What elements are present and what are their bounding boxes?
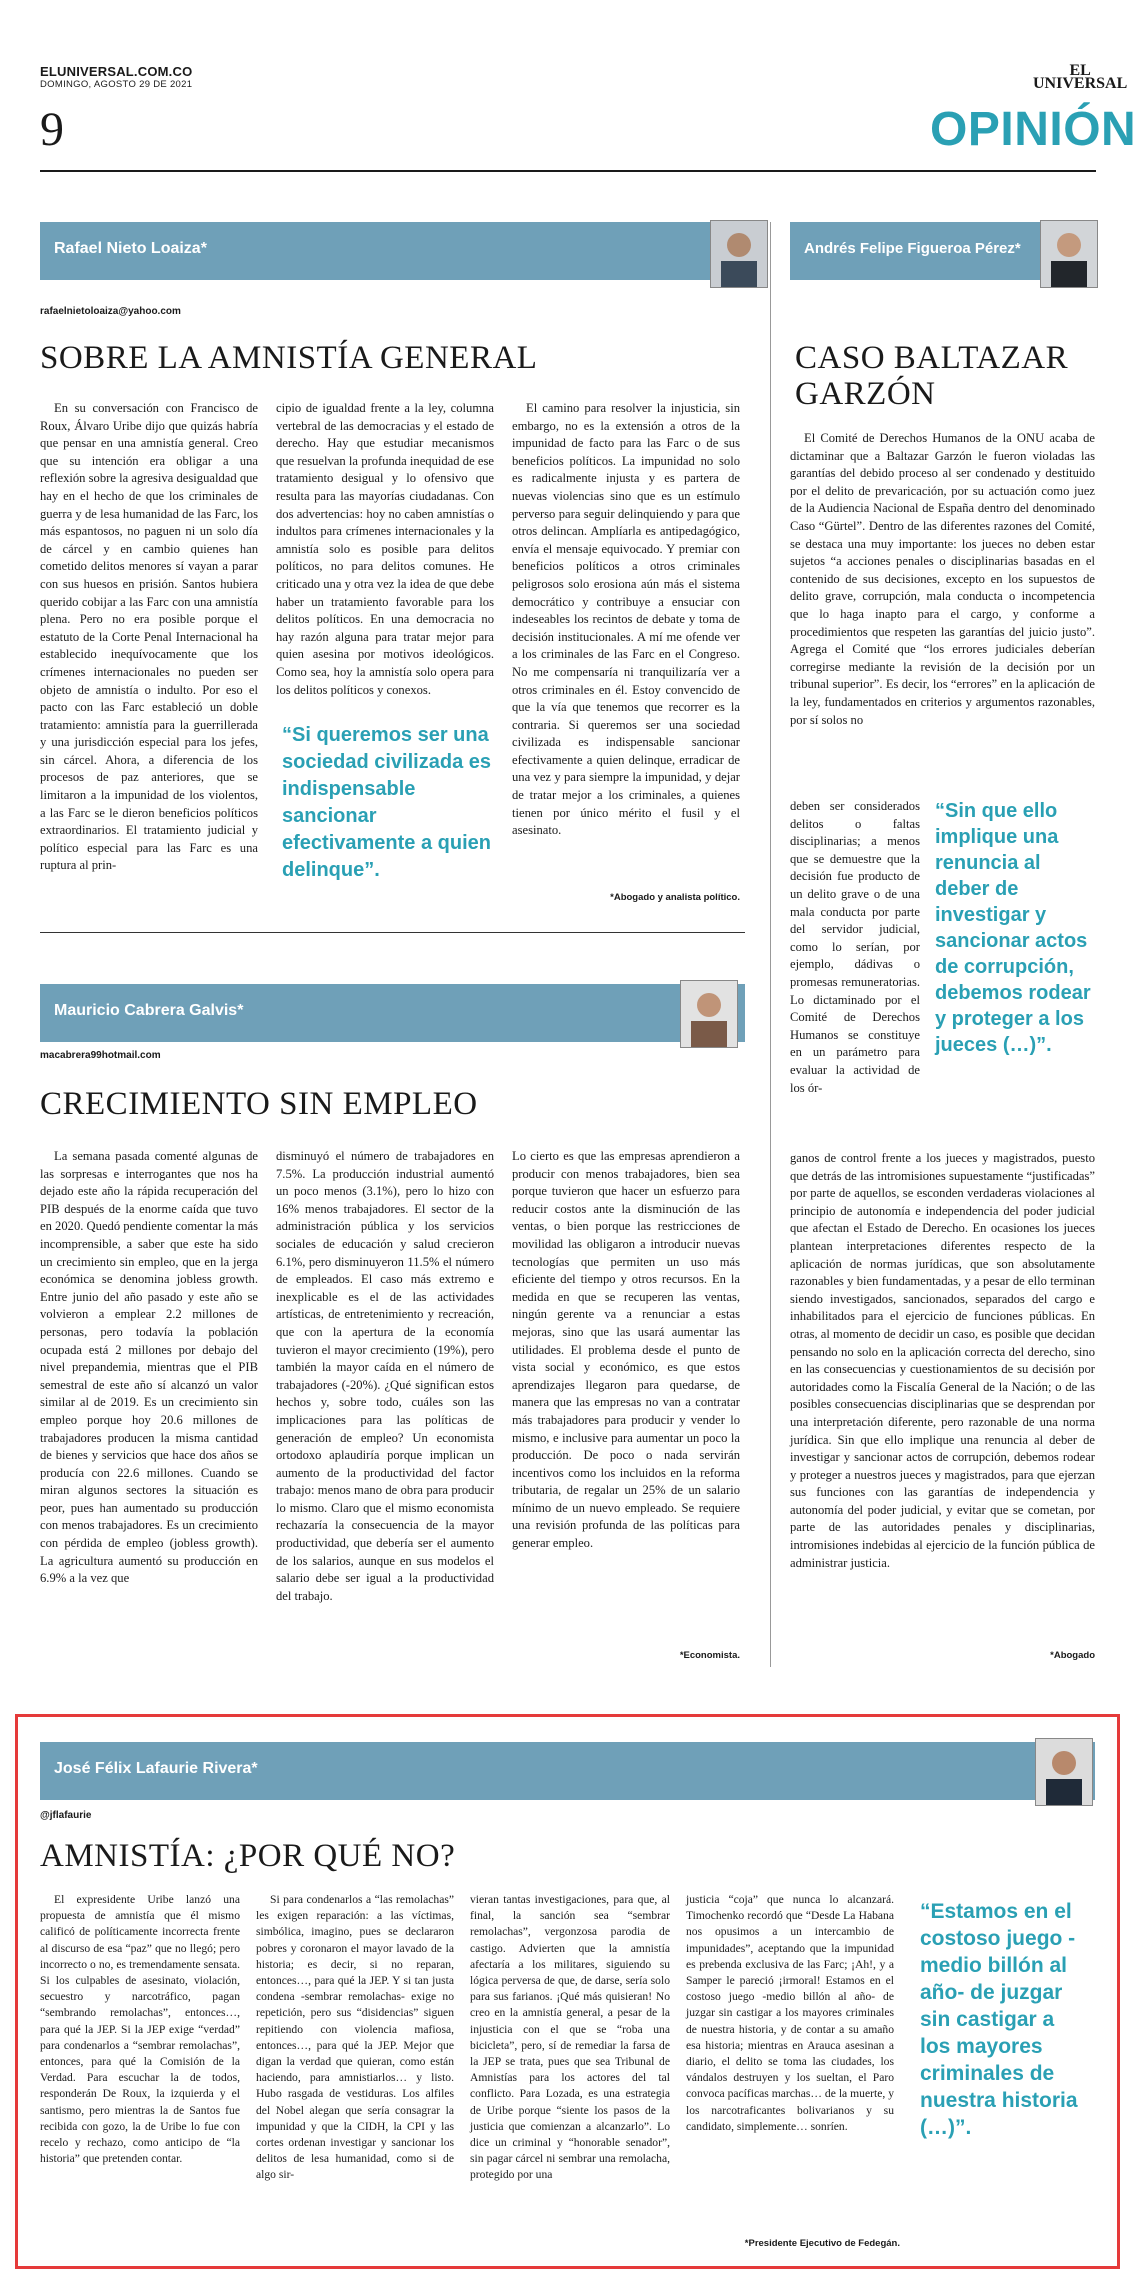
author-name: Mauricio Cabrera Galvis* [54,1002,244,1019]
author-photo-nieto [710,220,768,288]
publication-date: DOMINGO, AGOSTO 29 DE 2021 [40,79,193,90]
headline-crecimiento: CRECIMIENTO SIN EMPLEO [40,1086,478,1122]
author-note: *Abogado [1050,1650,1095,1661]
article-column [40,400,258,875]
author-email: rafaelnietoloaiza@yahoo.com [40,306,181,317]
column-text: cipio de igualdad frente a la ley, columna vertebral de las democracias y el estado de derecho. Hay que estudiar mecanismos que resuelvan la profunda inequidad de ese tratamiento desigual y lo ofensivo que resulta para las mayorías ciudadanas. Con dos advertencias: hoy no caben amnistías o indultos para crímenes internacionales y la amnistía solo es posible para delitos políticos, no para delitos comunes. He criticado una y otra vez la idea de que debe haber un tratamiento favorable para los delitos políticos. En una democracia no hay razón alguna para tratar mejor para quien asesina por motivos ideológicos. Como sea, hoy la amnistía solo opera para los delitos políticos y conexos. [276,401,494,697]
column-text: La semana pasada comenté algunas de las sorpresas e interrogantes que nos ha dejado este año la rápida recuperación del PIB después de la enorme caída que tuvo en 2020. Quedó pendiente comentar la más incomprensible, a saber que este ha sido un crecimiento sin empleo, que en la jerga económica se denomina jobless growth. Entre junio del año pasado y este año se volvieron a emplear 2.2 millones de personas, pero todavía la población ocupada está 2 millones por debajo del nivel prepandemia, mientras que el PIB semestral de este año sí alcanzó un valor similar al de 2019. Es un crecimiento sin empleo porque hoy 20.6 millones de trabajadores producen la misma cantidad de bienes y servicios que hace dos años se producía con 22.6 millones. Cuando se miran algunos sectores la situación es peor, pues han aumentado su producción con menos trabajadores. Es un crecimiento con pérdida de empleo (jobless growth). La agricultura aumentó su producción en 6.9% a la vez que [40,1149,258,1586]
page-number: 9 [40,103,64,156]
pull-quote: “Estamos en el costoso juego -medio billón al año- de juzgar sin castigar a los mayores criminales de nuestra historia (…)”. [920,1900,1078,2139]
author-photo-lafaurie [1035,1738,1093,1806]
column-text: disminuyó el número de trabajadores en 7.5%. La producción industrial aumentó un poco menos (3.1%), pero lo hizo con 16% menos trabajadores. El sector de la administración pública y los servicios sociales de educación y salud crecieron 6.1%, pero disminuyeron 11.5% el número de empleados. El caso más extremo e inexplicable es el de las actividades artísticas, de entretenimiento y recreación, que con la apertura de la economía tuvieron el mayor crecimiento (19%), pero también la mayor caída en el número de trabajadores (-20%). ¿Qué significan estos hechos y, sobre todo, cuáles son las implicaciones para las políticas de generación de empleo? Un economista ortodoxo aplaudiría porque implican un aumento de la productividad del factor trabajo: menos mano de obra para producir lo mismo. Claro que el mismo economista rechazaría la consecuencia de la mayor productividad, que debería ser el aumento de los salarios, aunque en sus modelos el salario debe ser igual a la productividad del trabajo. [276,1149,494,1603]
author-name: Andrés Felipe Figueroa Pérez* [804,240,1021,257]
author-photo-cabrera [680,980,738,1048]
brand-logo-top: EL [1069,62,1091,79]
article-column [470,1892,670,2184]
article-column [686,1892,894,2135]
author-email: macabrera99hotmail.com [40,1050,161,1061]
author-name: José Félix Lafaurie Rivera* [54,1760,258,1777]
author-note: *Abogado y analista político. [610,892,740,903]
author-band-nieto [40,222,745,280]
headline-amnistia-por-que-no: AMNISTÍA: ¿POR QUÉ NO? [40,1838,456,1874]
column-text: ganos de control frente a los jueces y magistrados, puesto que detrás de las intromisiones supuestamente “justificadas” por parte de aquellos, se esconden verdaderas violaciones al principio de autonomía e independencia del poder judicial que afectan el Estado de Derecho. En ocasiones los jueces plantean interpretaciones diferentes respecto de la aplicación de normas jurídicas, que son absolutamente razonables y bien fundamentadas, y a pesar de ello terminan siendo investigados, sancionados, separados del cargo e inhabilitados para el ejercicio de funciones públicas. En otras, al momento de decidir un caso, es posible que decidan pensando no solo en la aplicación correcta del derecho, sino en las consecuencias y cuestionamientos de su decisión por autoridades como la Fiscalía General de la Nación; o de las posibles consecuencias disciplinarias que se desprendan por una interpretación diferente, pero razonable de una norma jurídica. Sin que ello implique una renuncia al deber de investigar y sancionar actos de corrupción, debemos rodear y proteger a nuestros jueces y magistrados, para que ejerzan sus funciones con las garantías de independencia y autonomía del poder judicial, y evitar que se cometan, por parte de las autoridades penales y disciplinarias, intromisiones indebidas al ejercicio de la función pública de administrar justicia. [790,1151,1095,1570]
column-text: Lo cierto es que las empresas aprendieron a producir con menos trabajadores, bien sea porque tuvieron que hacer un esfuerzo para reducir costos ante la disminución de las ventas, o bien porque las restricciones de movilidad las obligaron a introducir nuevas tecnologías que permiten un uso más eficiente del tiempo y otros recursos. En la medida en que se recuperen las ventas, ningún gerente va a renunciar a estas mejoras, sino que las usará aumentar las utilidades. El problema desde el punto de vista social y económico, es que estos aprendizajes llegaron para quedarse, de manera que las empresas no van a contratar más trabajadores para producir y vender lo mismo, e inclusive para aumentar un poco la producción. De poco o nada servirán incentivos como los incluidos en la reforma tributaria, de regalar un 25% de un salario mínimo de un nuevo empleado. Se requiere una revisión profunda de las políticas para generar empleo. [512,1149,740,1551]
article-column [790,430,1095,729]
brand-logo [1033,64,1127,90]
article-column [512,1148,740,1553]
site-name: ELUNIVERSAL.COM.CO [40,64,193,79]
column-text: vieran tantas investigaciones, para que, al final, la sanción sea “sembrar remolachas”, vergonzosa parodia de castigo. Advierten que la amnistía afectaría a los militares, siguiendo su lógica perversa de que, de darse, sería solo para sus farianos. ¡Qué más quisieran! No creo en la amnistía general, a pesar de la injusticia con el que se “roba una bicicleta”, pero, sí de remediar la farsa de la JEP se trata, pues que sea Tribunal de Amnistías para los actores del tal conflicto. Para Lozada, es una estrategia de Uribe porque “siente los pasos de la justicia que comienzan a alcanzarlo”. Lo dice un criminal y “honorable senador”, sin pagar cárcel ni sembrar una remolacha, protegido por una [470,1893,670,2182]
article-column [512,400,740,840]
pull-quote: “Sin que ello implique una renuncia al deber de investigar y sancionar actos de corrupción, debemos rodear y proteger a los jueces (…)”. [935,800,1091,1056]
brand-logo-bottom: UNIVERSAL [1033,75,1128,92]
author-name: Rafael Nieto Loaiza* [54,240,207,257]
article-divider [40,932,745,933]
column-text: En su conversación con Francisco de Roux, Álvaro Uribe dijo que quizás habría que pensar en una amnistía general. Creo que su intención era obligar a una reflexión sobre la agresiva desigualdad que hay en el hecho de que los criminales de guerra y de lesa humanidad de las Farc, los más espantosos, no paguen ni un solo día de cárcel y en cambio quienes han cometido delitos menores sí vayan a parar con sus huesos en prisión. Santos hubiera querido cobijar a las Farc con una amnistía plena. Pero no era posible porque el estatuto de la Corte Penal Internacional ha establecido inequívocamente que los crímenes internacionales no pueden ser objeto de amnistía o indulto. Por eso el pacto con las Farc estableció un doble tratamiento: amnistía para la guerrillerada y una jurisdicción especial para los jefes, sin cárcel. Ahora, a diferencia de los procesos de paz anteriores, que se limitaron a la impunidad de los violentos, a las Farc se le dieron beneficios políticos extraordinarios. El tratamiento judicial y político especial para las Farc es una ruptura al prin- [40,401,258,873]
author-note: *Economista. [679,1650,740,1661]
column-text: El expresidente Uribe lanzó una propuesta de amnistía que él mismo calificó de políticamente incorrecta frente al discurso de esa “paz” que no llegó; pero incorrecto o no, es tremendamente sensata. Si los culpables de asesinato, violación, secuestro y narcotráfico, pagan “sembrando remolachas”, entonces…, para qué la JEP. Si la JEP exige “verdad” para condenarlos a “sembrar remolachas”, entonces, para qué la Comisión de la Verdad. Para escuchar la de todos, responderán De Roux, la izquierda y el santismo, pero mientras la de Santos fue recibida con gozo, la de Uribe lo fue con recelo y rechazo, como anticipo de “la historia” que pretenden contar. [40,1893,240,2166]
column-text: deben ser considerados delitos o faltas disciplinarias; a menos que se demuestre que la decisión fue producto de un delito grave o de una mala conducta por parte del servidor judicial, como lo serían, por ejemplo, dádivas o promesas remuneratorias. Lo dictaminado por el Comité de Derechos Humanos se constituye en un parámetro para evaluar la actividad de los ór- [790,799,920,1095]
pull-quote: “Si queremos ser una sociedad civilizada es indispensable sancionar efectivamente a quien delinque”. [282,724,491,881]
headline-amnistia-general: SOBRE LA AMNISTÍA GENERAL [40,340,538,376]
author-photo-figueroa [1040,220,1098,288]
article-column [276,400,494,699]
article-column [40,1148,258,1588]
column-text: El camino para resolver la injusticia, sin embargo, no es la extensión a otros de la impunidad de facto para las Farc o de sus beneficios políticos. La impunidad no solo es radicalmente injusta y es partera de nuevas violencias sino que es un estímulo perverso para seguir delinquiendo y para que otros delincan. Amplíarla es antipedagógico, envía el mensaje equivocado. Y premiar con beneficios políticos a otros criminales peligrosos solo erosiona aún más el sistema democrático y contribuye a ensuciar con indeseables los recintos de debate y toma de decisión institucionales. A mí me ofende ver a los criminales de las Farc en el Congreso. No me compensaría ni tranquilizaría ver a otros criminales en él. Estoy convencido de que la vía que tenemos que recorrer es la contraria. Si queremos ser una sociedad civilizada es indispensable sancionar efectivamente a quien delinque, erradicar de una vez y para siempre la impunidad, y dejar de tratar mejor a los criminales, a quienes tienen por único mérito el fusil y el asesinato. [512,401,740,838]
author-handle: @jflafaurie [40,1810,92,1821]
article-column [256,1892,454,2184]
author-note: *Presidente Ejecutivo de Fedegán. [744,2238,900,2249]
masthead-rule [40,170,1096,172]
column-divider [770,222,771,1667]
column-text: El Comité de Derechos Humanos de la ONU acaba de dictaminar que a Baltazar Garzón le fueron violadas las garantías del debido proceso al ser condenado y destituido por el delito de prevaricación, por su actuación como juez de la Audiencia Nacional de España dentro del denominado Caso “Gürtel”. Dentro de las diferentes razones del Comité, se destaca una muy importante: los jueces no deben estar sujetos “a acciones penales o disciplinarias basadas en el contenido de sus decisiones, excepto en los supuestos de delito grave, corrupción, mala conducta o incompetencia que lo haga inapto para el cargo, y conforme a procedimientos que respeten las garantías del juicio justo”. Agrega el Comité que “los errores judiciales deberían corregirse mediante la revisión de la decisión por un tribunal superior”. Es decir, los “errores” en la aplicación de la ley, fundamentados en criterios y argumentos razonables, por sí solos no [790,431,1095,727]
article-column [276,1148,494,1605]
headline-caso-garzon: CASO BALTAZAR GARZÓN [795,340,1069,412]
article-column [790,1150,1095,1572]
section-title: OPINIÓN [930,103,1137,156]
article-column [790,798,920,1097]
column-text: Si para condenarlos a “las remolachas” les exigen reparación: a las víctimas, simbólica, imagino, pues se declararon pobres y coronaron el mayor lavado de la historia; es decir, si no reparan, entonces…, para qué la JEP. Y si tan justa condena -sembrar remolachas- exige no repetición, pero sus “disidencias” siguen repitiendo con violencia mafiosa, entonces…, para qué la JEP. Mejor que digan la verdad que quieran, como están haciendo, para amnistiarlos… y listo. Hubo rasgada de vestiduras. Los alfiles del Nobel alegan que sería consagrar la impunidad y que la CIDH, la CPI y las cortes ordenan investigar y sancionar los delitos de lesa humanidad, como si de algo sir- [256,1893,454,2182]
article-column [40,1892,240,2167]
author-band-cabrera [40,984,745,1042]
column-text: justicia “coja” que nunca lo alcanzará. Timochenko recordó que “Desde La Habana nos opusimos a un intercambio de impunidades”, aceptando que la impunidad es prebenda exclusiva de las Farc; ¡Ah!, y a Samper le pareció ¡irmoral! Estamos en el costoso juego -medio billón al año- de juzgar sin castigar a los mayores criminales de nuestra historia, y de contar a su amaño esa historia; mientras en Arauca asesinan a diario, el delito se toma las ciudades, los vándalos destruyen y los sueltan, el Paro convoca pacíficas marchas… de la muerte, y los narcotraficantes bolivarianos y su candidato, simplemente… sonríen. [686,1893,894,2133]
author-band-lafaurie [40,1742,1095,1800]
